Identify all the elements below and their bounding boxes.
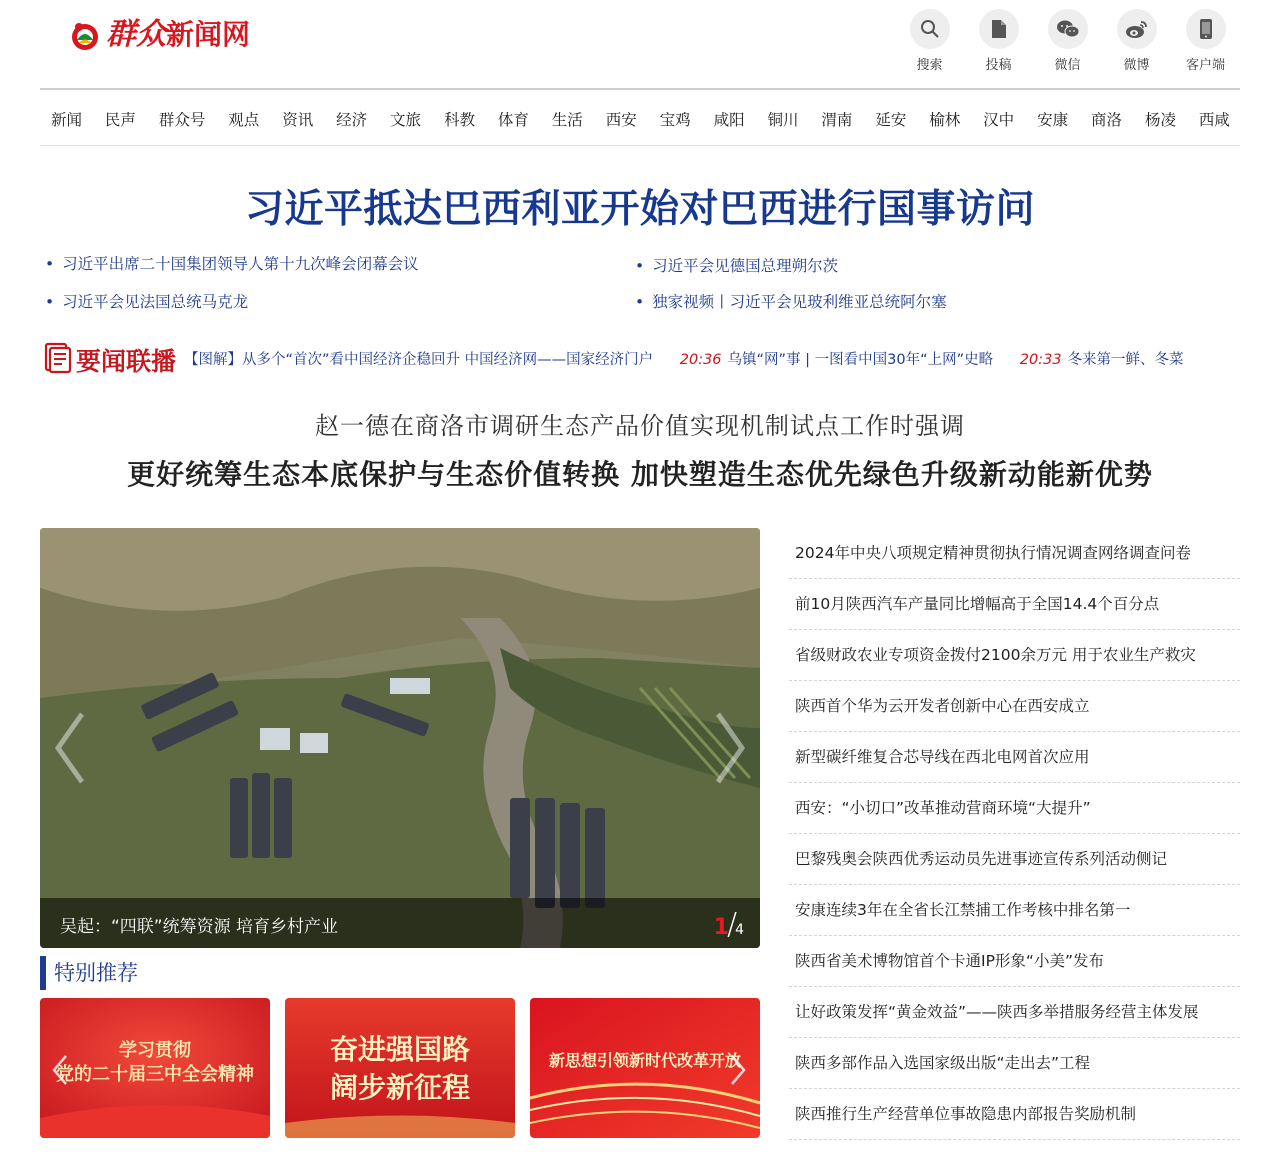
news-list (789, 528, 1240, 1140)
promo-line1: 新思想引领新时代改革开放 (548, 1051, 741, 1070)
nav-item-sports[interactable]: 体育 (497, 110, 529, 129)
nav-item-yangling[interactable]: 杨凌 (1144, 110, 1176, 129)
promo-prev-button[interactable] (48, 1050, 72, 1090)
site-logo[interactable] (68, 18, 250, 52)
chevron-left-icon (48, 1050, 72, 1090)
nav-item-xixian[interactable]: 西咸 (1198, 110, 1230, 129)
news-list-item[interactable]: 新型碳纤维复合芯导线在西北电网首次应用 (789, 732, 1240, 783)
ticker-track (184, 340, 1232, 380)
news-list-item[interactable]: 陕西首个华为云开发者创新中心在西安成立 (789, 681, 1240, 732)
sublink-item[interactable]: • 独家视频丨习近平会见玻利维亚总统阿尔塞 (635, 290, 947, 312)
wechat-icon (1048, 9, 1088, 49)
news-list-item[interactable]: 陕西省美术博物馆首个卡通IP形象“小美”发布 (789, 936, 1240, 987)
ticker-item-text: 【图解】从多个“首次”看中国经济企稳回升 中国经济网——国家经济门户 (184, 352, 654, 368)
ticker-item[interactable] (184, 340, 653, 380)
slider-caption (40, 898, 760, 948)
nav-item-info[interactable]: 资讯 (282, 110, 314, 129)
nav-item-opinion[interactable]: 观点 (228, 110, 260, 129)
logo-text: 群众新闻网 (106, 17, 251, 52)
feature-subheadline[interactable]: 赵一德在商洛市调研生态产品价值实现机制试点工作时强调 (315, 412, 965, 440)
mobile-icon (1186, 9, 1226, 49)
promo-banner[interactable] (285, 998, 515, 1138)
newspaper-icon (44, 342, 72, 378)
promo-line2: 党的二十届三中全会精神 (56, 1064, 254, 1085)
nav-item-xian[interactable]: 西安 (605, 110, 637, 129)
feature-headline[interactable]: 更好统筹生态本底保护与生态价值转换 加快塑造生态优先绿色升级新动能新优势 (127, 458, 1153, 491)
submit-label: 投稿 (985, 58, 1012, 73)
logo-emblem-icon (68, 18, 102, 52)
top-headline[interactable]: 习近平抵达巴西利亚开始对巴西进行国事访问 (244, 187, 1035, 232)
top-icon-bar (895, 9, 1240, 73)
slider-counter (714, 907, 744, 942)
ticker-item-time: 20:33 (1019, 352, 1062, 368)
search-label: 搜索 (916, 58, 943, 73)
promo-line2: 阔步新征程 (329, 1071, 470, 1104)
special-section-title: 特别推荐 (40, 956, 138, 990)
slider-current: 1 (713, 915, 729, 940)
slider-caption-text[interactable]: 吴起：“四联”统筹资源 培育乡村产业 (60, 917, 339, 937)
nav-item-life[interactable]: 生活 (551, 110, 583, 129)
chevron-left-icon (48, 708, 92, 788)
nav-item-shangluo[interactable]: 商洛 (1091, 110, 1123, 129)
news-list-item[interactable]: 安康连续3年在全省长江禁捕工作考核中排名第一 (789, 885, 1240, 936)
nav-item-yanan[interactable]: 延安 (875, 110, 907, 129)
promo-next-button[interactable] (726, 1050, 750, 1090)
news-list-item[interactable]: 省级财政农业专项资金拨付2100余万元 用于农业生产救灾 (789, 630, 1240, 681)
ticker-item-text: 乌镇“网”事 | 一图看中国30年“上网”史略 (727, 352, 994, 368)
news-list-item[interactable]: 前10月陕西汽车产量同比增幅高于全国14.4个百分点 (789, 579, 1240, 630)
nav-item-qunzhonghao[interactable]: 群众号 (158, 110, 206, 129)
sublink-item[interactable]: • 习近平会见德国总理朔尔茨 (635, 254, 838, 276)
slider-total: 4 (735, 922, 744, 938)
news-list-item[interactable]: 巴黎残奥会陕西优秀运动员先进事迹宣传系列活动侧记 (789, 834, 1240, 885)
sublink-item[interactable]: • 习近平出席二十国集团领导人第十九次峰会闭幕会议 (45, 252, 419, 274)
submit-button[interactable] (964, 9, 1033, 73)
news-list-item[interactable]: 陕西多部作品入选国家级出版“走出去”工程 (789, 1038, 1240, 1089)
ticker-item-time: 20:36 (679, 352, 722, 368)
nav-item-weinan[interactable]: 渭南 (821, 110, 853, 129)
news-list-item[interactable]: 让好政策发挥“黄金效益”——陕西多举措服务经营主体发展 (789, 987, 1240, 1038)
slider-slash: / (726, 907, 738, 942)
search-button[interactable] (895, 9, 964, 73)
nav-item-yulin[interactable]: 榆林 (929, 110, 961, 129)
nav-item-economy[interactable]: 经济 (336, 110, 368, 129)
chevron-right-icon (726, 1050, 750, 1090)
news-ticker (44, 340, 1232, 380)
mobile-app-button[interactable] (1171, 9, 1240, 73)
promo-line1: 奋进强国路 (329, 1033, 470, 1066)
photo-slider[interactable] (40, 528, 760, 948)
news-list-item[interactable]: 西安：“小切口”改革推动营商环境“大提升” (789, 783, 1240, 834)
nav-item-culture-tourism[interactable]: 文旅 (390, 110, 422, 129)
slider-prev-button[interactable] (48, 708, 92, 788)
nav-item-baoji[interactable]: 宝鸡 (659, 110, 691, 129)
ticker-title (44, 340, 180, 380)
ticker-item-text: 冬来第一鲜、冬菜 (1067, 352, 1184, 368)
nav-item-sci-edu[interactable]: 科教 (443, 110, 475, 129)
wechat-button[interactable] (1033, 9, 1102, 73)
nav-item-minsheng[interactable]: 民声 (104, 110, 136, 129)
chevron-right-icon (708, 708, 752, 788)
promo-line1: 学习贯彻 (119, 1040, 191, 1061)
slider-next-button[interactable] (708, 708, 752, 788)
nav-item-hanzhong[interactable]: 汉中 (983, 110, 1015, 129)
ticker-title-text: 要闻联播 (76, 347, 177, 376)
weibo-label: 微博 (1123, 58, 1150, 73)
news-list-item[interactable]: 陕西推行生产经营单位事故隐患内部报告奖励机制 (789, 1089, 1240, 1140)
promo-carousel (40, 998, 760, 1138)
slider-photo (40, 528, 760, 948)
wechat-label: 微信 (1054, 58, 1081, 73)
sublink-item[interactable]: • 习近平会见法国总统马克龙 (45, 290, 248, 312)
weibo-button[interactable] (1102, 9, 1171, 73)
promo-banner[interactable] (40, 998, 270, 1138)
ticker-item[interactable] (680, 340, 993, 380)
nav-item-ankang[interactable]: 安康 (1037, 110, 1069, 129)
submit-icon (979, 9, 1019, 49)
search-icon (910, 9, 950, 49)
main-nav (40, 92, 1240, 146)
mobile-label: 客户端 (1185, 58, 1225, 73)
weibo-icon (1117, 9, 1157, 49)
nav-item-xianyang[interactable]: 咸阳 (713, 110, 745, 129)
nav-item-tongchuan[interactable]: 铜川 (767, 110, 799, 129)
nav-item-news[interactable]: 新闻 (51, 110, 83, 129)
site-header (40, 0, 1240, 90)
ticker-item[interactable] (1020, 340, 1184, 380)
news-list-item[interactable]: 2024年中央八项规定精神贯彻执行情况调查网络调查问卷 (789, 528, 1240, 579)
